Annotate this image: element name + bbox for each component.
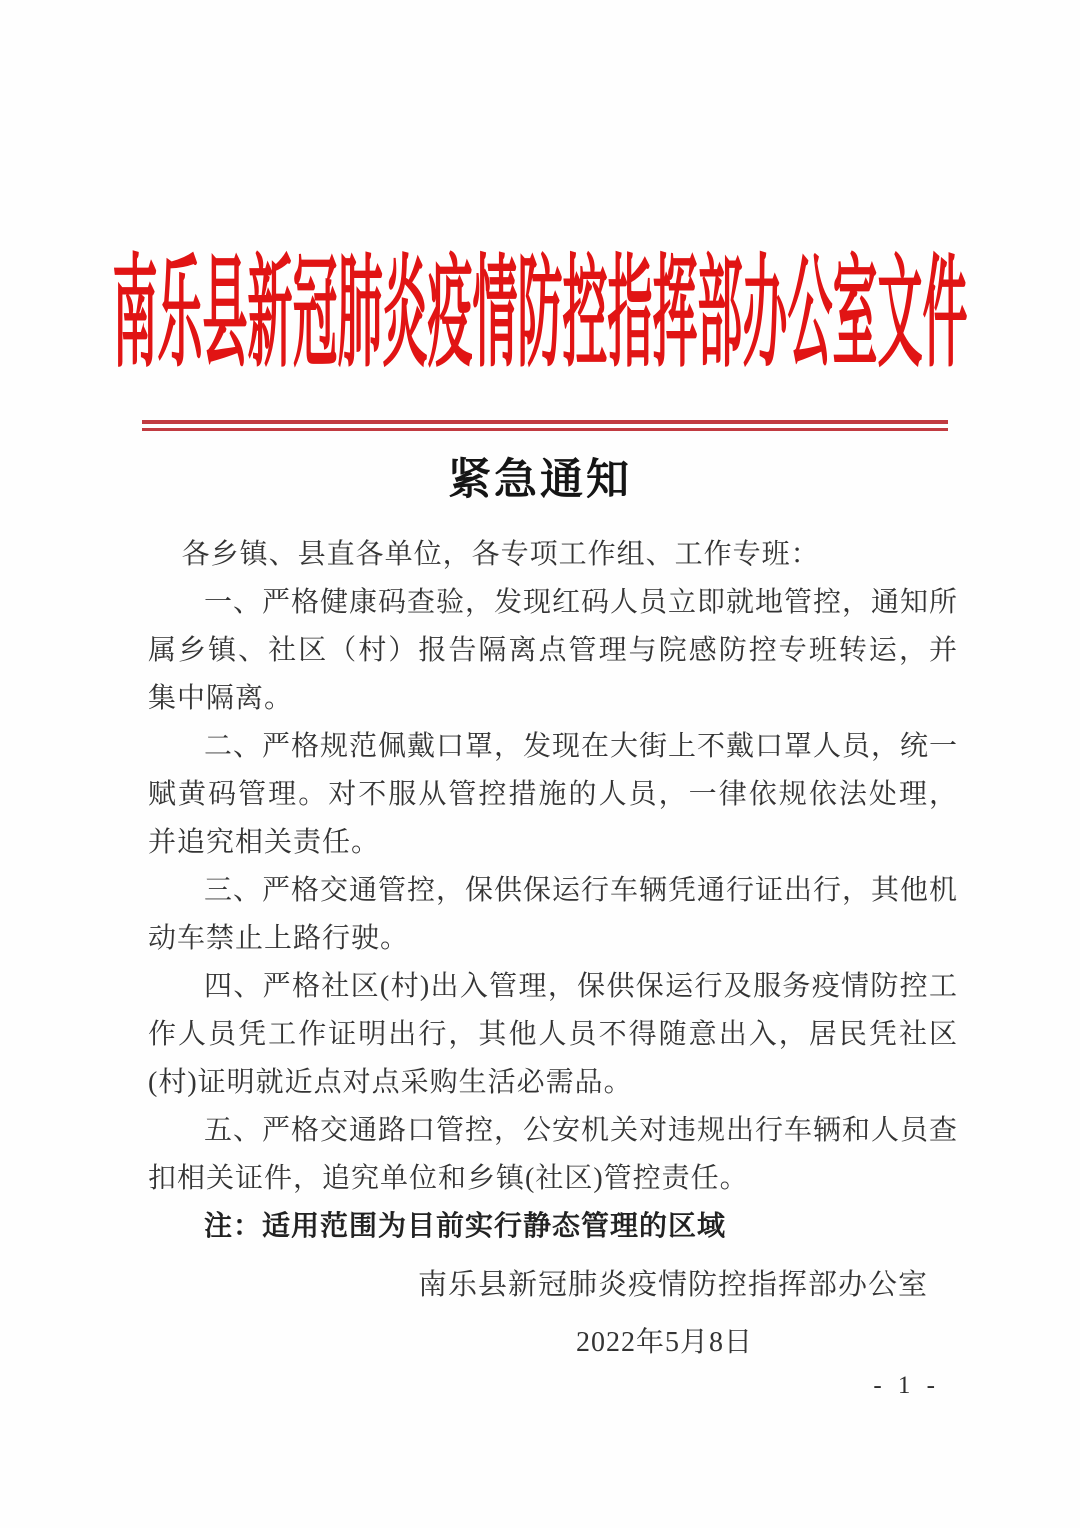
note-line: 注：适用范围为目前实行静态管理的区域 bbox=[204, 1211, 727, 1242]
body-paragraph-2: 二、严格规范佩戴口罩，发现在大街上不戴口罩人员，统一赋黄码管理。对不服从管控措施的人员，一律依规依法处理，并追究相关责任。 bbox=[148, 731, 959, 858]
document-body bbox=[148, 531, 958, 1251]
letterhead-title: 南乐县新冠肺炎疫情防控指挥部办公室文件 bbox=[112, 246, 968, 382]
issue-date: 2022年5月8日 bbox=[575, 1327, 753, 1358]
body-paragraph-1: 一、严格健康码查验，发现红码人员立即就地管控，通知所属乡镇、社区（村）报告隔离点管理与院感防控专班转运，并集中隔离。 bbox=[148, 587, 959, 714]
document-title: 紧急通知 bbox=[448, 457, 632, 504]
letterhead-double-rule bbox=[142, 420, 948, 431]
salutation-line: 各乡镇、县直各单位，各专项工作组、工作专班： bbox=[181, 539, 820, 570]
page-number: - 1 - bbox=[873, 1372, 940, 1399]
body-paragraph-5: 五、严格交通路口管控，公安机关对违规出行车辆和人员查扣相关证件，追究单位和乡镇(社区)管控责任。 bbox=[148, 1115, 959, 1194]
body-paragraph-3: 三、严格交通管控，保供保运行车辆凭通行证出行，其他机动车禁止上路行驶。 bbox=[148, 875, 959, 954]
issuing-office-signature: 南乐县新冠肺炎疫情防控指挥部办公室 bbox=[417, 1269, 928, 1301]
body-paragraph-4: 四、严格社区(村)出入管理，保供保运行及服务疫情防控工作人员凭工作证明出行，其他人员不得随意出入，居民凭社区(村)证明就近点对点采购生活必需品。 bbox=[148, 971, 958, 1098]
